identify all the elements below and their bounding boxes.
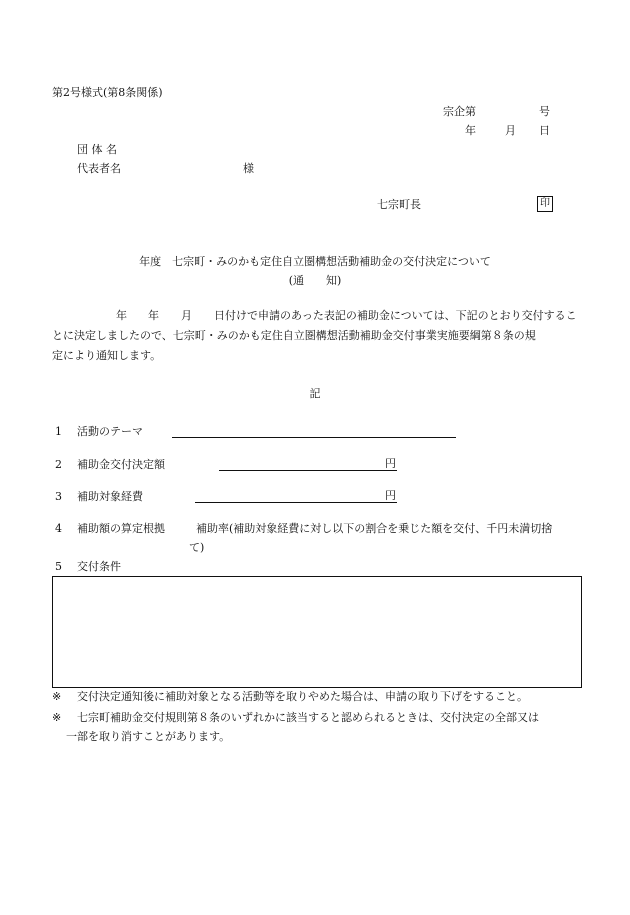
date-day-label: 日 — [539, 124, 550, 137]
item-2-label: 補助金交付決定額 — [77, 458, 165, 471]
item-2-number: 2 — [55, 458, 62, 471]
item-3-unit: 円 — [385, 489, 396, 502]
notice-subtitle: (通 知) — [288, 274, 342, 287]
item-3-underline — [195, 502, 397, 503]
seal-stamp-box: 印 — [537, 196, 553, 212]
item-2-underline — [219, 470, 397, 471]
notice-title: 年度 七宗町・みのかも定住自立圏構想活動補助金の交付決定について — [139, 255, 491, 268]
note-2-continuation: 一部を取り消すことがあります。 — [66, 730, 231, 743]
item-1-underline — [172, 437, 456, 438]
note-2-text: 七宗町補助金交付規則第８条のいずれかに該当すると認められるときは、交付決定の全部又は — [77, 711, 539, 724]
item-3-number: 3 — [55, 490, 62, 503]
representative-name-label: 代表者名 — [77, 162, 121, 175]
item-4-detail-line-1: 補助率(補助対象経費に対し以下の割合を乗じた額を交付、千円未満切捨 — [196, 522, 553, 535]
date-month-label: 月 — [505, 124, 516, 137]
item-5-number: 5 — [55, 560, 62, 573]
item-1-label: 活動のテーマ — [77, 425, 143, 438]
note-2-mark: ※ — [52, 711, 62, 724]
organization-name-label: 団 体 名 — [77, 143, 117, 156]
note-1-mark: ※ — [52, 690, 62, 703]
item-1-number: 1 — [55, 425, 62, 438]
reference-prefix: 宗企第 — [443, 105, 476, 118]
date-year-label: 年 — [465, 124, 476, 137]
honorific: 様 — [243, 162, 254, 175]
reference-suffix: 号 — [539, 105, 550, 118]
item-2-unit: 円 — [385, 457, 396, 470]
body-year-label: 年 — [116, 309, 127, 322]
item-4-number: 4 — [55, 522, 62, 535]
body-line-3: 定により通知します。 — [52, 349, 162, 362]
ki-heading: 記 — [309, 387, 321, 400]
conditions-box — [52, 576, 582, 688]
item-4-label: 補助額の算定根拠 — [77, 522, 165, 535]
form-number: 第2号様式(第8条関係) — [52, 86, 163, 99]
item-3-label: 補助対象経費 — [77, 490, 143, 503]
body-line-1: 年 月 日付けで申請のあった表記の補助金については、下記のとおり交付するこ — [148, 309, 577, 322]
body-line-2: とに決定しましたので、七宗町・みのかも定住自立圏構想活動補助金交付事業実施要綱第８条の規 — [52, 329, 536, 342]
item-4-detail-line-2: て) — [189, 541, 205, 554]
note-1-text: 交付決定通知後に補助対象となる活動等を取りやめた場合は、申請の取り下げをすること。 — [77, 690, 528, 703]
issuer-title: 七宗町長 — [377, 198, 421, 211]
item-5-label: 交付条件 — [77, 560, 121, 573]
